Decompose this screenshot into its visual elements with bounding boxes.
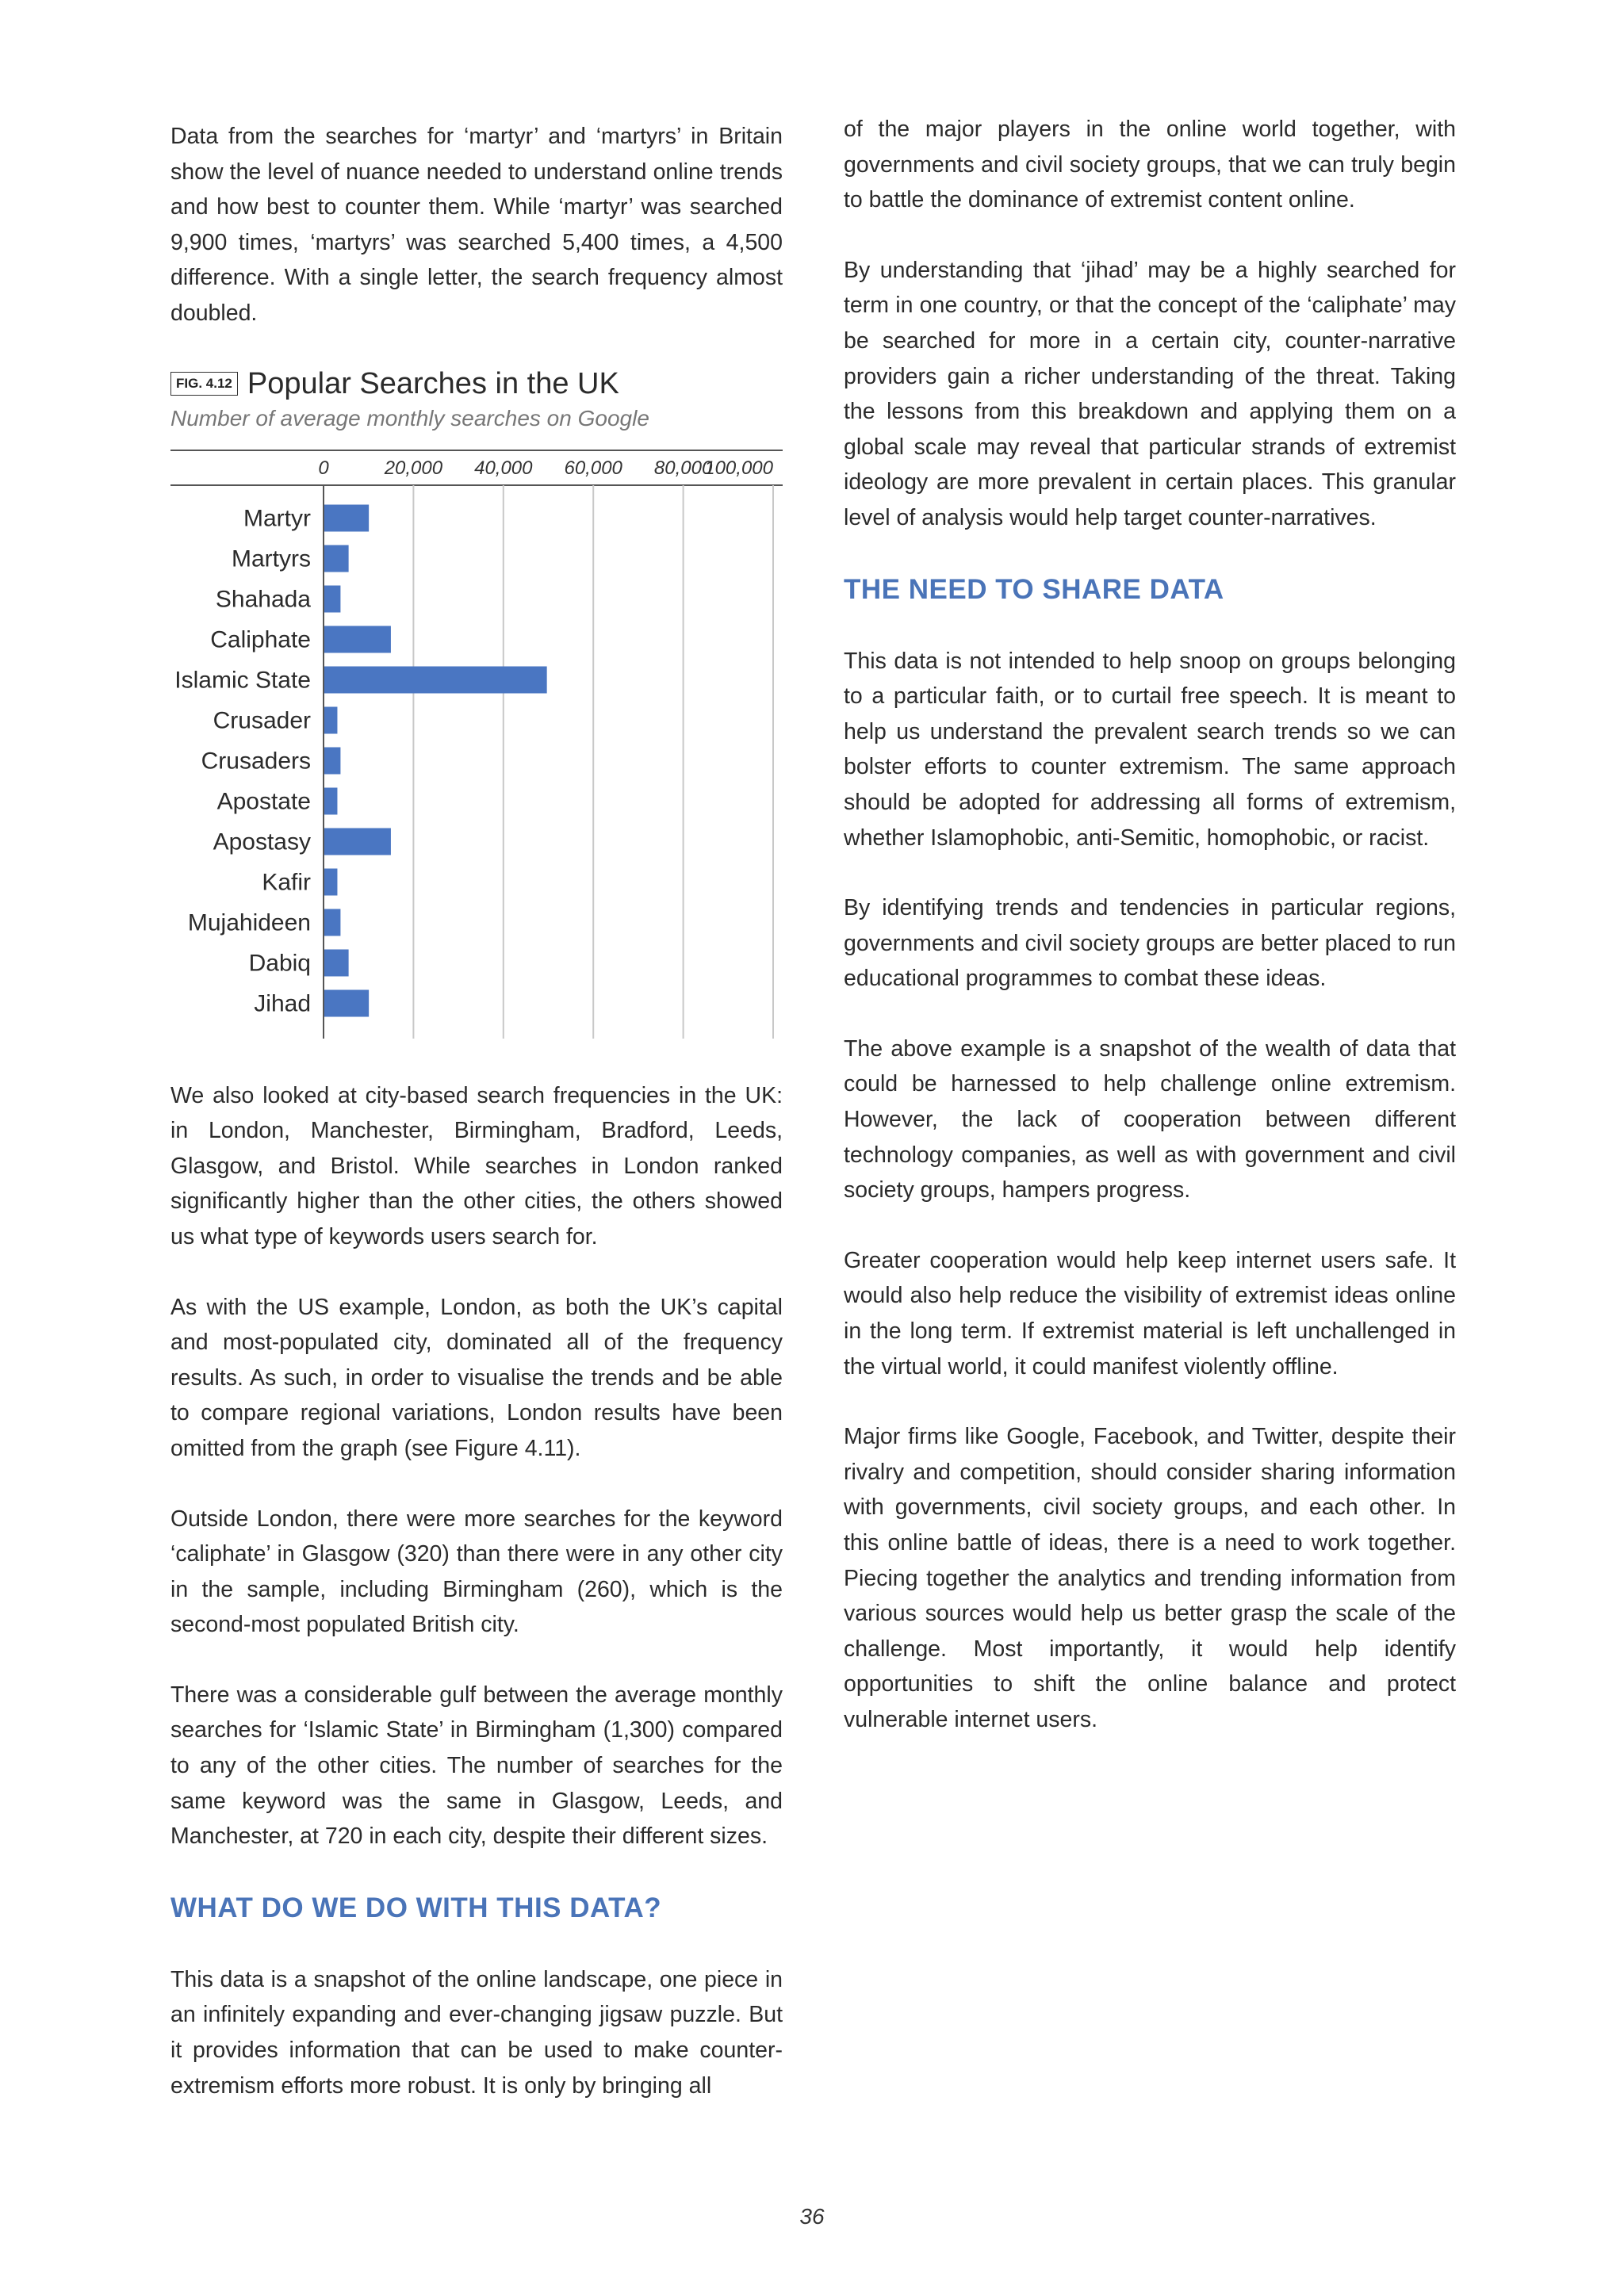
- category-label: Apostasy: [213, 828, 311, 855]
- category-label: Apostate: [216, 788, 311, 815]
- bar-chart: [170, 442, 783, 1039]
- category-label: Dabiq: [248, 950, 311, 977]
- bar: [324, 666, 547, 693]
- category-label: Mujahideen: [187, 909, 311, 936]
- category-label: Martyr: [243, 505, 311, 532]
- bar: [324, 545, 349, 572]
- section-heading: WHAT DO WE DO WITH THIS DATA?: [170, 1892, 662, 1923]
- paragraph: Major firms like Google, Facebook, and Twitter, despite their rivalry and competition, should consider sharing information with governments, civil society groups, and each other. In this online battle of ideas, there is a need to work together. Piecing together the analytics and trending information from various sources would help us better grasp the scale of the challenge. Most importantly, it would help identify opportunities to shift the online balance and protect vulnerable internet users.: [844, 1424, 1456, 1732]
- bar: [324, 626, 391, 652]
- category-label: Crusaders: [201, 748, 311, 775]
- category-label: Islamic State: [174, 667, 311, 694]
- paragraph: Outside London, there were more searches for the keyword ‘caliphate’ in Glasgow (320) than there were in any other city in the sample, including Birmingham (260), which is the second-most populated British city.: [170, 1506, 783, 1638]
- bar: [324, 504, 369, 531]
- paragraph: As with the US example, London, as both the UK’s capital and most-populated city, dominated all of the frequency results. As such, in order to visualise the trends and be able to compare regional variations, London results have been omitted from the graph (see Figure 4.11).: [170, 1294, 783, 1461]
- bar: [324, 747, 340, 774]
- paragraph: Greater cooperation would help keep internet users safe. It would also help reduce the visibility of extremist ideas online in the long term. If extremist material is left unchallenged in the virtual world, it could manifest violently offline.: [844, 1247, 1456, 1380]
- category-label: Martyrs: [232, 545, 311, 572]
- paragraph: of the major players in the online world together, with governments and civil society groups, that we can truly begin to battle the dominance of extremist content online.: [844, 117, 1456, 213]
- paragraph: There was a considerable gulf between the average monthly searches for ‘Islamic State’ in Birmingham (1,300) compared to any of the other cities. The number of searches for the same keyword was the same in Glasgow, Leeds, and Manchester, at 720 in each city, despite their different sizes.: [170, 1682, 783, 1850]
- paragraph: This data is not intended to help snoop on groups belonging to a particular faith, or to curtail free speech. It is meant to help us understand the prevalent search trends so we can bolster efforts to counter extremism. The same approach should be adopted for addressing all forms of extremism, whether Islamophobic, anti-Semitic, homophobic, or racist.: [844, 648, 1456, 851]
- left-column: [170, 119, 783, 2138]
- figure-header: [170, 366, 783, 401]
- category-label: Jihad: [254, 990, 311, 1017]
- paragraph: By understanding that ‘jihad’ may be a highly searched for term in one country, or that the concept of the ‘caliphate’ may be searched for more in a certain city, counter-narrative providers gain a richer understanding of the threat. Taking the lessons from this breakdown and applying them on a global scale may reveal that particular strands of extremist ideology are more prevalent in certain places. This granular level of analysis would help target counter-narratives.: [844, 257, 1456, 530]
- tick-label: 40,000: [474, 457, 533, 479]
- tick-label: 100,000: [704, 457, 773, 479]
- figure-4-12: [170, 366, 783, 1039]
- bar: [324, 706, 337, 733]
- figure-tag: FIG. 4.12: [170, 372, 238, 396]
- figure-subtitle: Number of average monthly searches on Google: [170, 405, 649, 430]
- paragraph: Data from the searches for ‘martyr’ and ‘martyrs’ in Britain show the level of nuance needed to understand online trends and how best to counter them. While ‘martyr’ was searched 9,900 times, ‘martyrs’ was searched 5,400 times, a 4,500 difference. With a single letter, the search frequency almost doubled.: [170, 124, 783, 326]
- paragraph: By identifying trends and tendencies in particular regions, governments and civil society groups are better placed to run educational programmes to combat these ideas.: [844, 895, 1456, 992]
- category-label: Kafir: [262, 869, 311, 896]
- bar: [324, 909, 340, 936]
- tick-label: 80,000: [653, 457, 713, 479]
- figure-title: Popular Searches in the UK: [247, 366, 619, 400]
- category-label: Crusader: [213, 707, 311, 734]
- paragraph: This data is a snapshot of the online landscape, one piece in an infinitely expanding and ever-changing jigsaw puzzle. But it provides information that can be used to make counter-extremism efforts more robust. It is only by bringing all: [170, 1966, 783, 2099]
- page-number: 36: [799, 2204, 825, 2229]
- bar: [324, 989, 369, 1016]
- paragraph: We also looked at city-based search frequencies in the UK: in London, Manchester, Birmingham, Bradford, Leeds, Glasgow, and Bristol. While searches in London ranked significantly higher than the other cities, the others showed us what type of keywords users search for.: [170, 1082, 783, 1249]
- category-label: Shahada: [215, 586, 311, 613]
- bar: [324, 868, 337, 895]
- category-label: Caliphate: [210, 626, 311, 653]
- right-column: [844, 119, 1456, 1773]
- tick-label: 0: [318, 457, 329, 479]
- paragraph: The above example is a snapshot of the wealth of data that could be harnessed to help challenge online extremism. However, the lack of cooperation between different technology companies, as well as with government and civil society groups, hampers progress.: [844, 1035, 1456, 1203]
- bar: [324, 828, 391, 855]
- bar-chart-svg: [170, 442, 783, 1039]
- section-heading: THE NEED TO SHARE DATA: [844, 573, 1224, 605]
- bar: [324, 787, 337, 814]
- bar: [324, 585, 340, 612]
- tick-label: 20,000: [384, 457, 443, 479]
- bar: [324, 949, 349, 976]
- tick-label: 60,000: [564, 457, 622, 479]
